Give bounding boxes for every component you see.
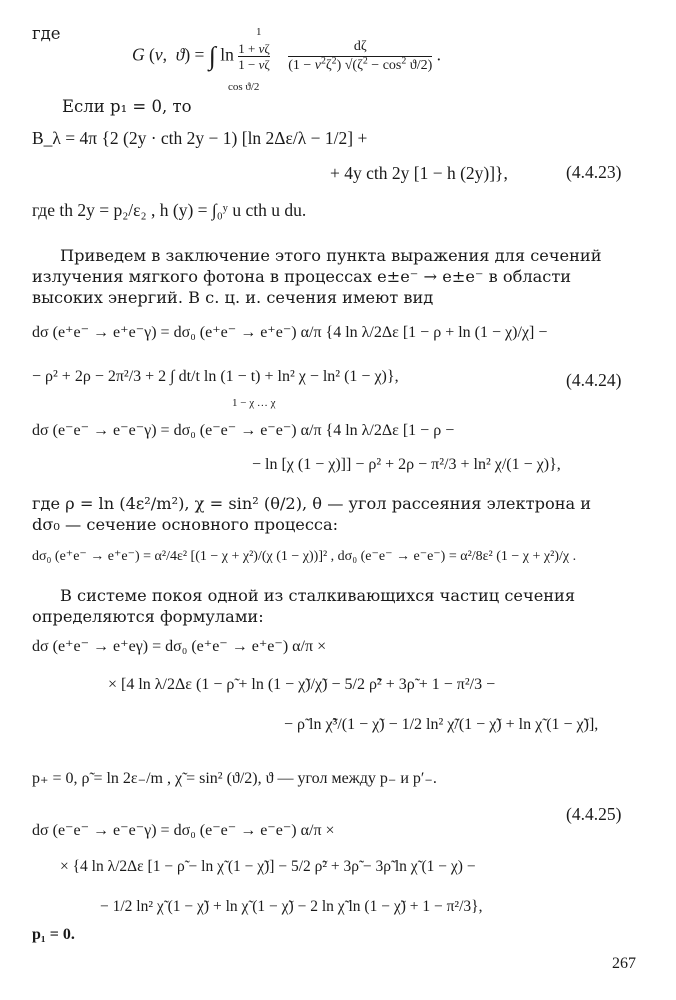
paragraph-3-line-1: В системе покоя одной из сталкивающихся частиц сечения bbox=[60, 586, 576, 605]
formula-th-h: где th 2y = p₂/ε₂ , h (y) = ∫₀ʸ u cth u du. bbox=[32, 200, 307, 220]
paragraph-1-line-3: высоких энергий. В с. ц. и. сечения имеют вид bbox=[32, 288, 434, 307]
formula-B-lambda-line2: + 4y cth 2y [1 − h (2y)]}, bbox=[330, 163, 508, 183]
equation-number-4-4-23: (4.4.23) bbox=[566, 162, 622, 182]
formula-B-lambda-line1: B_λ = 4π {2 (2y · cth 2y − 1) [ln 2Δε/λ − 1/2] + bbox=[32, 128, 368, 148]
formula-e+e--line1: dσ (e⁺e⁻ → e⁺e⁻γ) = dσ₀ (e⁺e⁻ → e⁺e⁻) α/π {4 ln λ/2Δε [1 − ρ + ln (1 − χ)/χ] − bbox=[32, 324, 548, 341]
equation-number-4-4-24: (4.4.24) bbox=[566, 370, 622, 390]
paragraph-2-line-2: dσ₀ — сечение основного процесса: bbox=[32, 515, 339, 534]
formula-25a-line3: − ρ̃ ln χ̃³/(1 − χ̃) − 1/2 ln² χ̃/(1 − χ̃) + ln χ̃ (1 − χ̃)], bbox=[284, 716, 599, 733]
formula-25b-conditions: p₁ = 0. bbox=[32, 926, 75, 943]
formula-e-e--line2: − ln [χ (1 − χ)]] − ρ² + 2ρ − π²/3 + ln² χ/(1 − χ)}, bbox=[252, 456, 561, 473]
formula-25a-line2: × [4 ln λ/2Δε (1 − ρ̃ + ln (1 − χ̃)/χ̃) − 5/2 ρ̃² + 3ρ̃ + 1 − π²/3 − bbox=[108, 676, 496, 693]
formula-25b-line3: − 1/2 ln² χ̃ (1 − χ̃) + ln χ̃ (1 − χ̃) − 2 ln χ̃ ln (1 − χ̃) + 1 − π²/3}, bbox=[100, 898, 483, 915]
paragraph-1-line-1: Приведем в заключение этого пункта выражения для сечений bbox=[60, 246, 602, 265]
formula-25a-conditions: p₊ = 0, ρ̃ = ln 2ε₋/m , χ̃ = sin² (ϑ/2), ϑ — угол между p₋ и p′₋. bbox=[32, 770, 437, 787]
text-if-p1: Если p₁ = 0, то bbox=[62, 97, 192, 116]
formula-dsigma0: dσ₀ (e⁺e⁻ → e⁺e⁻) = α²/4ε² [(1 − χ + χ²)/(χ (1 − χ))]² , dσ₀ (e⁻e⁻ → e⁻e⁻) = α²/8ε² (1 − χ + χ²)/χ . bbox=[32, 549, 577, 564]
paragraph-2-line-1: где ρ = ln (4ε²/m²), χ = sin² (θ/2), θ — угол рассеяния электрона и bbox=[32, 494, 592, 513]
formula-25b-line2: × {4 ln λ/2Δε [1 − ρ̃ − ln χ̃ (1 − χ̃)] − 5/2 ρ̃² + 3ρ̃ − 3ρ̃ ln χ̃ (1 − χ) − bbox=[60, 858, 476, 875]
paragraph-1-line-2: излучения мягкого фотона в процессах e±e⁻ → e±e⁻ в области bbox=[32, 267, 572, 286]
integral-limit-lower: cos ϑ/2 bbox=[228, 81, 260, 93]
integral-limits-24: 1 − χ … χ bbox=[232, 397, 276, 409]
formula-25a-line1: dσ (e⁺e⁻ → e⁺eγ) = dσ₀ (e⁺e⁻ → e⁺e⁻) α/π × bbox=[32, 638, 327, 655]
formula-25b-line1: dσ (e⁻e⁻ → e⁻e⁻γ) = dσ₀ (e⁻e⁻ → e⁻e⁻) α/π × bbox=[32, 822, 335, 839]
formula-G: G (v, ϑ) = ∫ ln $\frac{1 + v\zeta}{1 - v\zeta}$ $\frac{d\zeta}{(1 - v^2\zeta^2) √(\zeta^2 - \cos^2 ϑ/2)}$ . bbox=[132, 39, 441, 74]
page-number: 267 bbox=[612, 955, 636, 972]
formula-e+e--line2: − ρ² + 2ρ − 2π²/3 + 2 ∫ dt/t ln (1 − t) + ln² χ − ln² (1 − χ)}, bbox=[32, 368, 399, 385]
formula-e-e--line1: dσ (e⁻e⁻ → e⁻e⁻γ) = dσ₀ (e⁻e⁻ → e⁻e⁻) α/π {4 ln λ/2Δε [1 − ρ − bbox=[32, 422, 455, 439]
word-where: где bbox=[32, 24, 61, 43]
integral-limit-upper: 1 bbox=[256, 26, 262, 38]
equation-number-4-4-25: (4.4.25) bbox=[566, 804, 622, 824]
paragraph-3-line-2: определяются формулами: bbox=[32, 607, 264, 626]
